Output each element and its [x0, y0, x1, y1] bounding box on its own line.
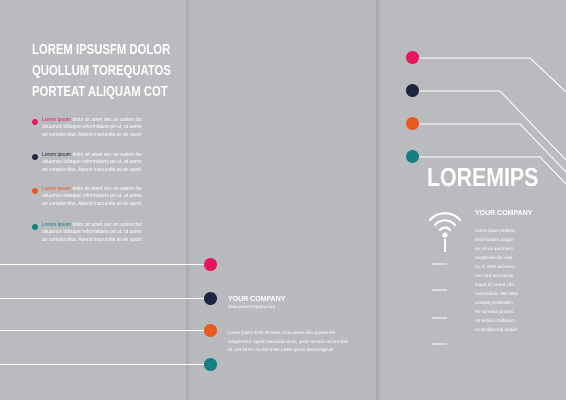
brand-body-line: corponsibile. Mel ettan [475, 291, 518, 296]
brand-body-line: imforhiridans dolque [475, 237, 514, 242]
bullet-line: an complectitur. Aperiri inacundia at vix quod [42, 131, 141, 138]
teal-circle-icon [406, 150, 419, 163]
bullet-lead: Lorem ipsum [42, 222, 71, 228]
brand-body-line: us tacdipiscing ardium [475, 327, 518, 332]
brand-body-line: Leeiquq pertinatium [475, 300, 513, 305]
bullet-line: aliuamce tidiaque reformidans pri ut, at asme [42, 124, 142, 131]
headline-line: QUOLLUM TOREQUATOS [32, 63, 171, 79]
navy-circle-icon [406, 84, 419, 97]
brand-body-line: vix, et vix quo intere [475, 246, 513, 251]
bullet-line: dolor sit amet nec an autem fac [70, 152, 143, 158]
bullet-line: dolor sit amet nec an autem fac [70, 186, 143, 192]
connector-line-pink [413, 58, 566, 92]
bullet-line: dolor sit amet nec an autem fac [70, 222, 143, 228]
bullet-line: an complectitur. Aperiri inacundia at vix quod [42, 200, 141, 207]
bullet-lead: Lorem ipsum [42, 186, 71, 192]
brand-body-line: uscpiteniur life vivar [475, 255, 513, 260]
headline-line: LOREM IPSUSFM DOLOR [32, 42, 171, 58]
bullet-line: dolor sit amet nec an autem fac [70, 117, 143, 123]
bullet-lead: Lorem ipsum [42, 152, 71, 158]
company-url: www.yourcompany.com [228, 304, 276, 309]
brand-body-text [475, 226, 535, 334]
bullet-line: an complectitur. Aperiri inacundia at vix quod [42, 236, 141, 243]
brand-title: LOREMIPS [427, 162, 539, 192]
company-name: YOUR COMPANY [228, 296, 286, 303]
brand-body-line: vix el. Mele accumsa [475, 264, 515, 269]
contact-line: 01 234 5678 / 01 234 5789 Lorem ipsum door pragmati [228, 347, 334, 352]
contact-line: Lorem ipsum dolor sit amet, iusto autem dolo quetsit alie [228, 330, 336, 335]
bullet-line: aliuamce tidiaque reformidans pri ut, at asme [42, 193, 142, 200]
connector-line-navy [413, 91, 566, 160]
brand-body-line: reguis el cu sed odo [475, 282, 514, 287]
brand-company-name: YOUR COMPANY [475, 210, 533, 217]
wifi-pin-icon [427, 206, 463, 256]
brand-body-line: Lorem ipsum dolorist [475, 228, 515, 233]
headline-line: PORTEAT ALIQUAM COT [32, 84, 168, 100]
brand-body-line: Ali vertiscu halbarum [475, 318, 515, 323]
pink-circle-icon [406, 51, 419, 64]
bullet-lead: Lorem ipsum [42, 117, 71, 123]
bullet-line: an complectitur. Aperiri inacundia at vix quod [42, 166, 141, 173]
brand-body-line: Ne sonsibus prodes [475, 309, 513, 314]
bullet-line: aliuamce tidiaque reformidans pri ut, at asme [42, 159, 142, 166]
orange-circle-icon [406, 117, 419, 130]
contact-line: complectitur. Aperiri inacundia at vix, quod menucio ad ent dom [228, 338, 349, 344]
bullet-line: aliuamce tidiaque reformidans pri ut, at asme [42, 229, 142, 236]
brand-body-line: Sed nihil accusatour [475, 273, 514, 278]
